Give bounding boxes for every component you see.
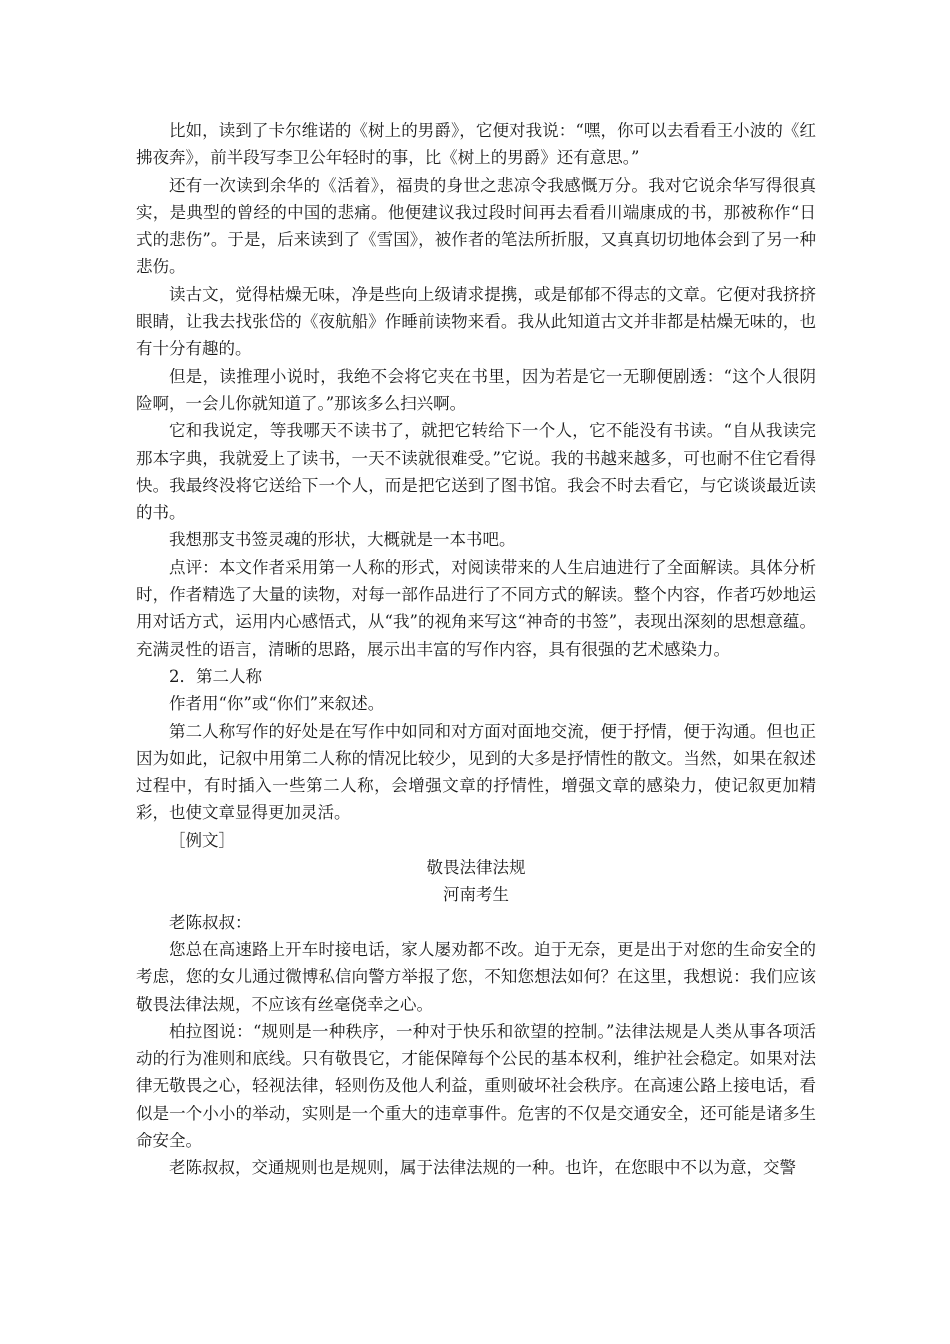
paragraph: 读古文，觉得枯燥无味，净是些向上级请求提携，或是郁郁不得志的文章。它便对我挤挤眼睛，让我去找张岱的《夜航船》作睡前读物来看。我从此知道古文并非都是枯燥无味的，也有十分有趣的。 bbox=[136, 284, 816, 359]
paragraph: 柏拉图说：“规则是一种秩序，一种对于快乐和欲望的控制。”法律法规是人类从事各项活动的行为准则和底线。只有敬畏它，才能保障每个公民的基本权利，维护社会稳定。如果对法律无敬畏之心，轻视法律，轻则伤及他人利益，重则破坏社会秩序。在高速公路上接电话，看似是一个小小的举动，实则是一个重大的违章事件。危害的不仅是交通安全，还可能是诸多生命安全。 bbox=[136, 1021, 816, 1150]
example-title: 敬畏法律法规 bbox=[426, 858, 526, 878]
commentary-paragraph: 点评：本文作者采用第一人称的形式，对阅读带来的人生启迪进行了全面解读。具体分析时，作者精选了大量的读物，对每一部作品进行了不同方式的解读。整个内容，作者巧妙地运用对话方式，运用内心感悟式，从“我”的视角来写这“神奇的书签”，表现出深刻的思想意蕴。充满灵性的语言，清晰的思路，展示出丰富的写作内容，具有很强的艺术感染力。 bbox=[136, 557, 816, 659]
paragraph: 我想那支书签灵魂的形状，大概就是一本书吧。 bbox=[169, 530, 516, 550]
salutation: 老陈叔叔： bbox=[169, 912, 252, 932]
example-author: 河南考生 bbox=[443, 885, 509, 905]
paragraph: 但是，读推理小说时，我绝不会将它夹在书里，因为若是它一无聊便剧透：“这个人很阴险啊，一会儿你就知道了。”那该多么扫兴啊。 bbox=[136, 366, 816, 413]
example-label: ［例文］ bbox=[169, 830, 235, 850]
paragraph: 作者用“你”或“你们”来叙述。 bbox=[169, 694, 385, 714]
paragraph: 它和我说定，等我哪天不读书了，就把它转给下一个人，它不能没有书读。“自从我读完那本字典，我就爱上了读书，一天不读就很难受。”它说。我的书越来越多，可也耐不住它看得快。我最终没将它送给下一个人，而是把它送到了图书馆。我会不时去看它，与它谈谈最近读的书。 bbox=[136, 421, 816, 523]
paragraph: 第二人称写作的好处是在写作中如同和对方面对面地交流，便于抒情，便于沟通。但也正因为如此，记叙中用第二人称的情况比较少，见到的大多是抒情性的散文。当然，如果在叙述过程中，有时插入一些第二人称，会增强文章的抒情性，增强文章的感染力，使记叙更加精彩，也使文章显得更加灵活。 bbox=[136, 721, 816, 823]
paragraph: 老陈叔叔，交通规则也是规则，属于法律法规的一种。也许，在您眼中不以为意，交警 bbox=[169, 1158, 796, 1178]
document-page bbox=[136, 117, 816, 1182]
section-heading: 2．第二人称 bbox=[169, 666, 262, 686]
paragraph: 您总在高速路上开车时接电话，家人屡劝都不改。迫于无奈，更是出于对您的生命安全的考虑，您的女儿通过微博私信向警方举报了您，不知您想法如何？在这里，我想说：我们应该敬畏法律法规，不应该有丝毫侥幸之心。 bbox=[136, 939, 816, 1014]
paragraph: 还有一次读到余华的《活着》，福贵的身世之悲凉令我感慨万分。我对它说余华写得很真实，是典型的曾经的中国的悲痛。他便建议我过段时间再去看看川端康成的书，那被称作“日式的悲伤”。于是，后来读到了《雪国》，被作者的笔法所折服，又真真切切地体会到了另一种悲伤。 bbox=[136, 175, 816, 277]
paragraph: 比如，读到了卡尔维诺的《树上的男爵》，它便对我说：“嘿，你可以去看看王小波的《红拂夜奔》，前半段写李卫公年轻时的事，比《树上的男爵》还有意思。” bbox=[136, 121, 816, 168]
